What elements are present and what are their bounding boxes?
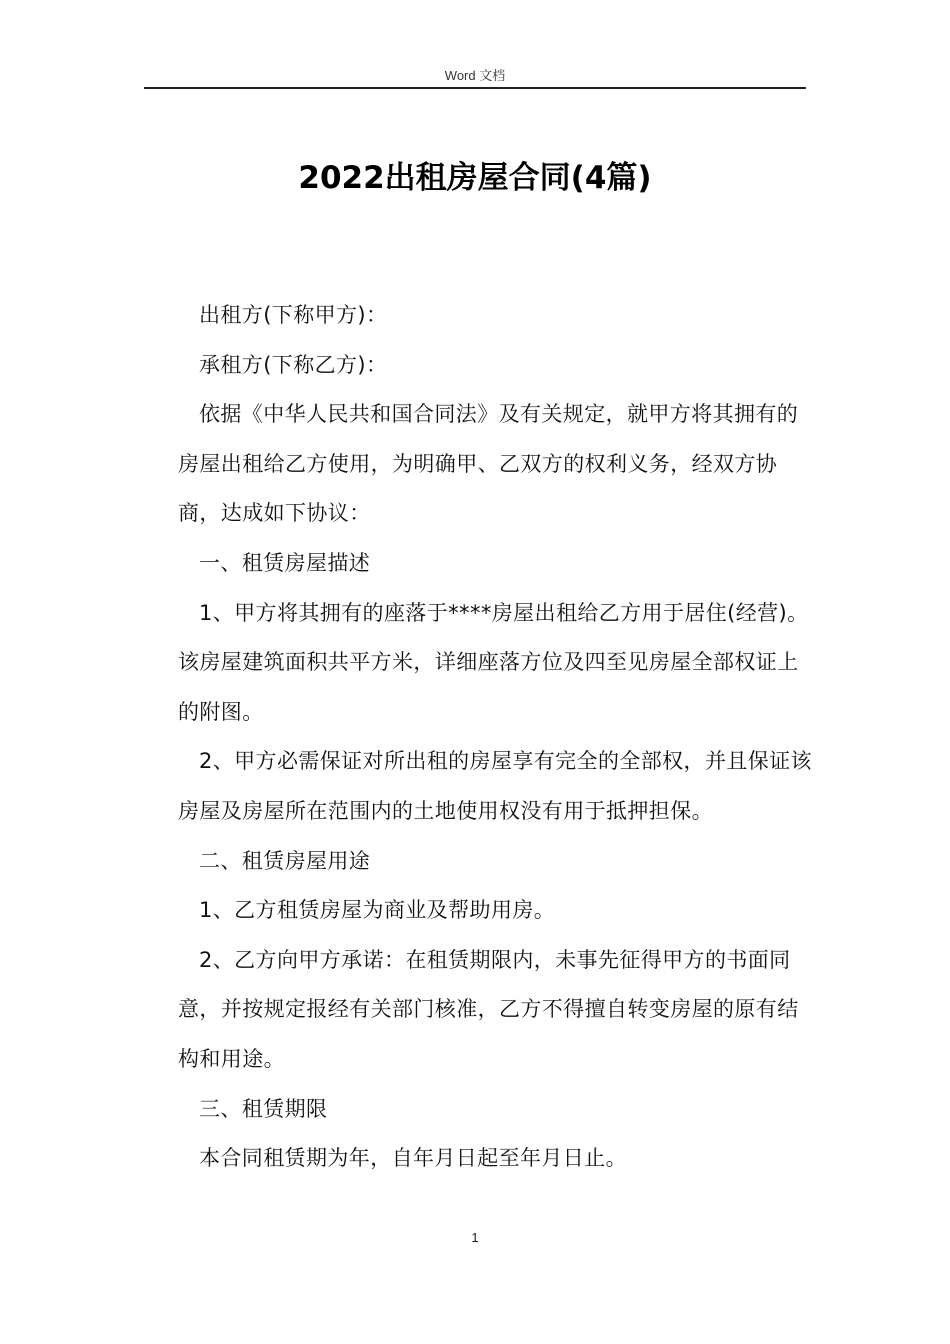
paragraph-clause-2-1: 1、乙方租赁房屋为商业及帮助用房。	[199, 898, 556, 923]
paragraph-clause-1-2: 2、甲方必需保证对所出租的房屋享有完全的全部权，并且保证该房屋及房屋所在范围内的土地使用权没有用于抵押担保。	[178, 749, 812, 823]
paragraph-preamble: 依据《中华人民共和国合同法》及有关规定，就甲方将其拥有的房屋出租给乙方使用，为明确甲、乙双方的权利义务，经双方协商，达成如下协议：	[178, 402, 799, 526]
paragraph-lessor: 出租方(下称甲方)：	[199, 303, 388, 327]
paragraph-clause-2-2: 2、乙方向甲方承诺：在租赁期限内，未事先征得甲方的书面同意，并按规定报经有关部门核准，乙方不得擅自转变房屋的原有结构和用途。	[178, 947, 799, 1071]
document-title: 2022出租房屋合同(4篇)	[298, 160, 652, 196]
document-body	[178, 291, 818, 1184]
page-header-label: Word 文档	[444, 68, 506, 83]
paragraph-lessee: 承租方(下称乙方)：	[199, 352, 388, 377]
section-heading-description: 一、租赁房屋描述	[199, 550, 371, 575]
section-heading-term: 三、租赁期限	[199, 1096, 328, 1121]
section-heading-usage: 二、租赁房屋用途	[199, 848, 371, 873]
header-rule	[144, 87, 806, 89]
page-number: 1	[471, 1230, 479, 1245]
paragraph-clause-1-1: 1、甲方将其拥有的座落于****房屋出租给乙方用于居住(经营)。该房屋建筑面积共平方米，详细座落方位及四至见房屋全部权证上的附图。	[178, 600, 809, 724]
paragraph-term: 本合同租赁期为年，自年月日起至年月日止。	[199, 1146, 627, 1171]
